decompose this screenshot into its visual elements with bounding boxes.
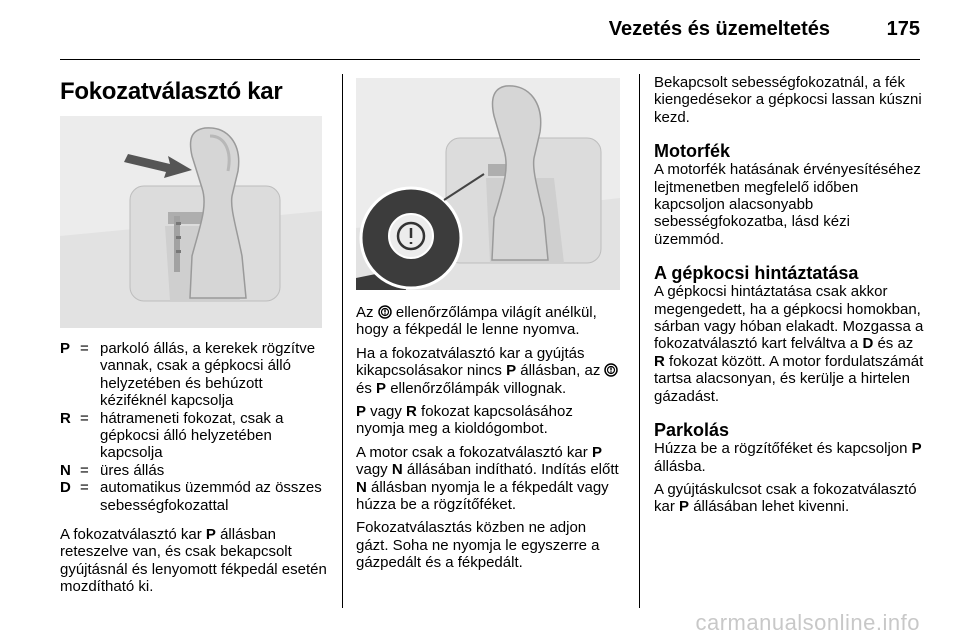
definition-text: üres állás <box>100 461 165 479</box>
definition-row <box>60 462 328 479</box>
definition-text: hátrameneti fokozat, csak a gépkocsi álló helyzetében kapcsolja <box>100 409 284 462</box>
watermark: carmanualsonline.info <box>695 610 920 635</box>
definition-row <box>60 340 328 410</box>
definition-separator: = <box>80 409 89 427</box>
heading-motorfek: Motorfék <box>654 141 730 162</box>
heading-parkolas: Parkolás <box>654 420 730 441</box>
definition-separator: = <box>80 479 89 497</box>
gear-selector-drawing <box>60 116 322 328</box>
brake-foot-warning-icon <box>378 305 392 319</box>
ignition-paragraph: Ha a fokozatválasztó kar a gyújtás kikapcsolásakor nincs P állásban, az és P ellenőrzőlámpák villognak. <box>356 345 622 397</box>
engine-start-paragraph: A motor csak a fokozatválasztó kar P vagy N állásában indítható. Indítás előtt N állásban nyomja le a fékpedált vagy húzza be a rögzítőféket. <box>356 443 619 514</box>
definition-row <box>60 410 328 462</box>
definition-key: N <box>60 461 71 479</box>
gear-selector-illustration <box>60 116 322 328</box>
column-3 <box>654 74 924 522</box>
column-2 <box>356 74 622 578</box>
page-header <box>60 14 920 44</box>
motorfek-paragraph: A motorfék hatásának érvényesítéséhez lejtmenetben megfelelő időben kapcsoljon alacsonyabb sebességfokozatba, lásd kézi üzemmód. <box>654 161 921 248</box>
parkolas-paragraph-1: Húzza be a rögzítőféket és kapcsoljon P állásba. <box>654 440 922 475</box>
creep-paragraph: Bekapcsolt sebességfokozatnál, a fék kiengedésekor a gépkocsi lassan kúszni kezd. <box>654 74 922 126</box>
column-1 <box>60 74 328 602</box>
hintaztatas-paragraph: A gépkocsi hintáztatása csak akkor megengedett, ha a gépkocsi homokban, sárban vagy hóban elakadt. Mozgassa a fokozatválasztó kart felváltva a D és az R fokozat között. A motor fordulatszámát tartsa alacsonyan, és kerülje a hirtelen gázadást. <box>654 283 924 405</box>
definition-separator: = <box>80 461 89 479</box>
section-title: Fokozatválasztó kar <box>60 78 283 105</box>
brake-lamp-illustration <box>356 78 620 290</box>
header-rule <box>60 59 920 60</box>
definition-key: R <box>60 409 71 427</box>
gear-position-definitions <box>60 340 328 514</box>
lock-paragraph: A fokozatválasztó kar P állásban reteszelve van, és csak bekapcsolt gyújtásnál és lenyomott fékpedál esetén mozdítható ki. <box>60 526 327 596</box>
parkolas-paragraph-2: A gyújtáskulcsot csak a fokozatválasztó kar P állásában lehet kivenni. <box>654 480 917 516</box>
brake-lamp-drawing <box>356 78 620 290</box>
heading-hintaztatas: A gépkocsi hintáztatása <box>654 263 859 284</box>
page-number: 175 <box>886 18 920 40</box>
definition-key: D <box>60 479 71 497</box>
column-divider <box>639 74 640 608</box>
definition-key: P <box>60 340 71 357</box>
no-throttle-paragraph: Fokozatválasztás közben ne adjon gázt. Soha ne nyomja le egyszerre a gázpedált és a fékpedált. <box>356 519 600 572</box>
definition-text: parkoló állás, a kerekek rögzítve vannak, csak a gépkocsi álló helyzetében és behúzott kéziféknél kapcsolja <box>100 340 316 410</box>
warning-lamp-paragraph: Az ellenőrzőlámpa világít anélkül, hogy a fékpedál le lenne nyomva. <box>356 304 597 339</box>
definition-text: automatikus üzemmód az összes sebességfokozattal <box>100 479 322 514</box>
column-divider <box>342 74 343 608</box>
release-button-paragraph: P vagy R fokozat kapcsolásához nyomja meg a kioldógombot. <box>356 403 573 438</box>
brake-foot-warning-icon <box>604 363 618 377</box>
definition-row <box>60 479 328 514</box>
header-title: Vezetés és üzemeltetés <box>608 18 830 40</box>
definition-separator: = <box>80 340 89 357</box>
